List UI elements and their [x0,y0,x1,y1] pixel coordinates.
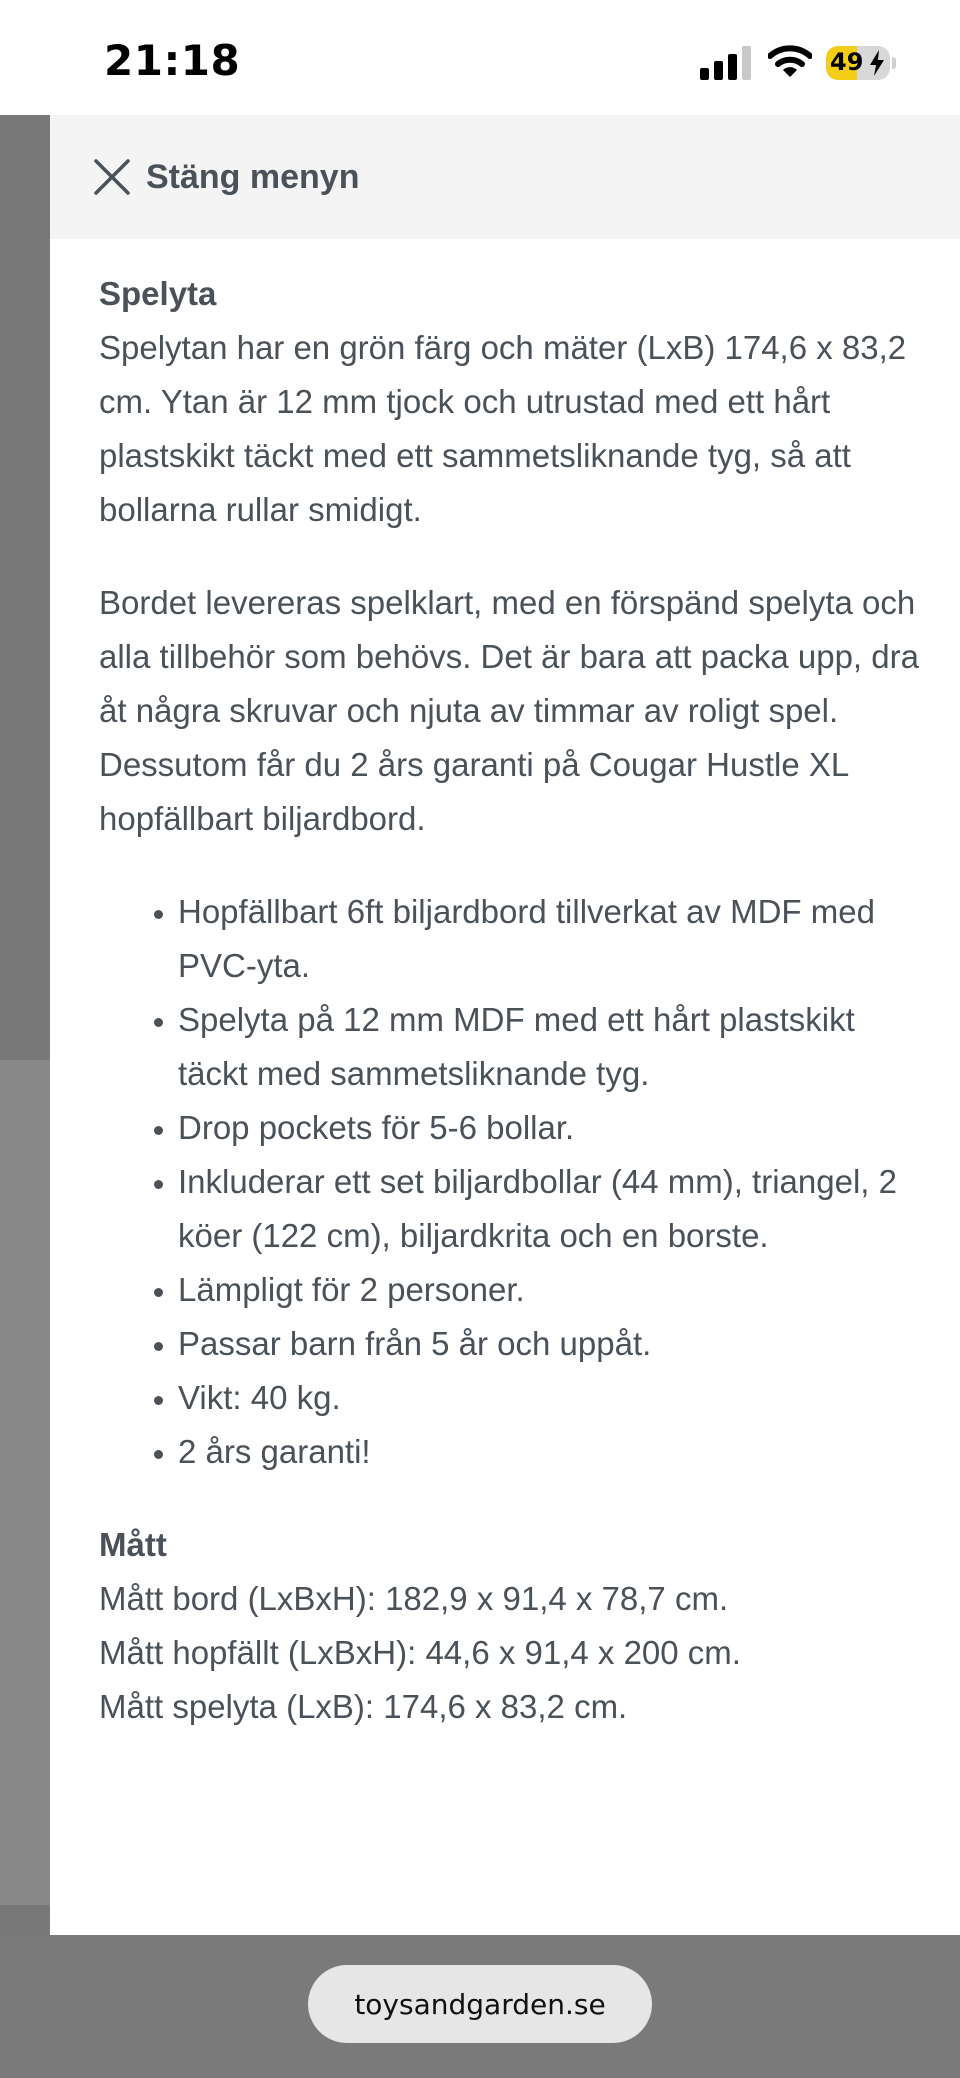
feature-list [99,885,919,1479]
description-paragraph-2: Bordet levereras spelklart, med en förspänd spelyta och alla tillbehör som behövs. Det är bara att packa upp, dra åt några skruvar och njuta av timmar av roligt spel. Dessutom får du 2 års garanti på Cougar Hustle XL hopfällbart biljardbord. [99,584,919,837]
product-description [99,267,919,1734]
list-item: • Hopfällbart 6ft biljardbord tillverkat av MDF med PVC-yta. [178,885,919,993]
page-backdrop[interactable] [0,115,50,1938]
section-heading-spelyta: Spelyta [99,275,217,312]
backdrop-stripe [0,1060,50,1905]
charging-bolt-icon [869,50,885,76]
wifi-icon [768,44,812,78]
list-item: • 2 års garanti! [178,1425,919,1479]
list-item: • Spelyta på 12 mm MDF med ett hårt plastskikt täckt med sammetsliknande tyg. [178,993,919,1101]
section-heading-matt: Mått [99,1526,167,1563]
battery-tip [892,57,896,69]
list-item: • Drop pockets för 5-6 bollar. [178,1101,919,1155]
close-icon [92,157,132,197]
signal-icon [700,46,752,80]
status-time: 21:18 [104,36,241,85]
battery-percent: 49 [830,48,864,76]
list-item: • Lämpligt för 2 personer. [178,1263,919,1317]
list-item: • Passar barn från 5 år och uppåt. [178,1317,919,1371]
dimension-line: Mått hopfällt (LxBxH): 44,6 x 91,4 x 200 cm. [99,1634,741,1671]
list-item: • Inkluderar ett set biljardbollar (44 mm), triangel, 2 köer (122 cm), biljardkrita och en borste. [178,1155,919,1263]
close-menu-label: Stäng menyn [146,157,360,196]
address-bar[interactable]: toysandgarden.se [308,1965,652,2043]
list-item: • Vikt: 40 kg. [178,1371,919,1425]
dimension-line: Mått spelyta (LxB): 174,6 x 83,2 cm. [99,1688,628,1725]
dimension-line: Mått bord (LxBxH): 182,9 x 91,4 x 78,7 cm. [99,1580,729,1617]
description-paragraph-1: Spelytan har en grön färg och mäter (LxB) 174,6 x 83,2 cm. Ytan är 12 mm tjock och utrustad med ett hårt plastskikt täckt med ett sammetsliknande tyg, så att bollarna rullar smidigt. [99,329,907,528]
battery-icon [826,46,890,80]
close-menu-button[interactable] [92,157,359,197]
menu-panel [50,115,960,1935]
status-bar [0,0,960,115]
menu-header [50,115,960,239]
